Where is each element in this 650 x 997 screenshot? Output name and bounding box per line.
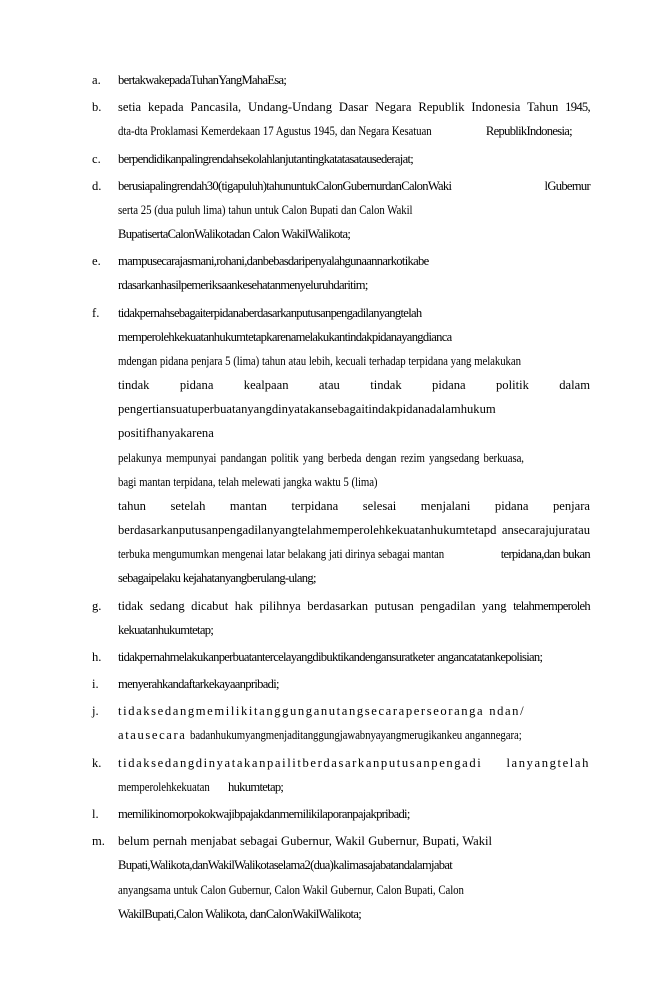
list-item: [92, 301, 590, 591]
text-segment: hukumtetap;: [227, 779, 284, 794]
text-segment: badanhukumyangmenjaditanggungjawabnyayangmerugikankeu angannegara;: [189, 728, 522, 743]
text-segment: tidakpernahmelakukanperbuatantercelayangdibuktikandengansuratketer: [118, 649, 435, 664]
list-item-text: [118, 174, 590, 247]
list-marker: e.: [92, 254, 101, 269]
list-marker: j.: [92, 704, 99, 719]
list-item: [92, 174, 590, 247]
text-segment: serta 25 (dua puluh lima) tahun untuk Calon Bupati dan Calon Wakil: [118, 202, 413, 217]
list-item: [92, 672, 590, 696]
text-segment: mdengan pidana penjara 5 (lima) tahun atau lebih, kecuali terhadap terpidana yang melakukan: [118, 353, 521, 368]
list-item: [92, 829, 590, 926]
text-segment: tahun setelah mantan terpidana selesai menjalani pidana penjara berdasarkanputusanpengadilanyangtelahmemperolehkekuatanhukumtetapd ansecarajujuratau: [118, 498, 590, 538]
text-segment: angancatatankepolisian;: [437, 649, 543, 664]
text-segment: belum pernah menjabat sebagai Gubernur, Wakil Gubernur, Bupati, Wakil: [118, 834, 493, 849]
text-segment: anyangsama untuk Calon Gubernur, Calon Wakil Gubernur, Calon Bupati, Calon: [118, 882, 464, 897]
text-segment: tidaksedangdinyatakanpailitberdasarkanputusanpengadi lanyangtelah: [118, 755, 590, 770]
list-item-text: [118, 147, 590, 171]
list-item: [92, 249, 590, 297]
list-item: [92, 802, 590, 826]
list-marker: m.: [92, 834, 105, 849]
list-item: [92, 147, 590, 171]
list-marker: d.: [92, 178, 102, 193]
list-item: [92, 594, 590, 642]
text-segment: setia kepada Pancasila, Undang-Undang Dasar Negara Republik Indonesia Tahun: [118, 100, 559, 115]
text-segment: 1945,: [565, 100, 590, 115]
text-segment: mampusecarajasmani,rohani,danbebasdaripenyalahgunaannarkotikabe rdasarkanhasilpemeriksaankesehatanmenyeluruhdaritim;: [118, 254, 429, 293]
text-segment: berusiapalingrendah30(tigapuluh)tahununtukCalonGubernurdanCalonWaki lGubernur: [118, 178, 590, 193]
list-item-text: [118, 699, 590, 747]
text-segment: WakilBupati,Calon Walikota, danCalonWakilWalikota;: [118, 906, 362, 921]
list-item-text: [118, 95, 590, 143]
list-item-text: [118, 249, 590, 297]
text-segment: memperolehkekuatan: [118, 779, 210, 794]
list-item-text: [118, 802, 590, 826]
text-segment: BupatisertaCalonWalikotadan Calon WakilWalikota;: [118, 227, 351, 242]
list-item-text: [118, 301, 590, 591]
text-segment: menyerahkandaftarkekayaanpribadi;: [118, 677, 279, 692]
list-item: [92, 699, 590, 747]
list-marker: l.: [92, 806, 99, 821]
list-item-text: [118, 751, 590, 799]
list-item-text: [118, 68, 590, 92]
text-segment: tidaksedangmemilikitanggunganutangsecaraperseoranga ndan/: [118, 704, 526, 719]
text-segment: pelakunya mempunyai pandangan politik yang berbeda dengan rezim yangsedang berkuasa, bagi mantan terpidana, telah melewati jangka waktu 5 (lima): [118, 450, 524, 489]
list-item: [92, 95, 590, 143]
text-segment: terpidana,dan bukan sebagaipelaku kejahatanyangberulang-ulang;: [118, 547, 590, 586]
list-item-text: [118, 645, 590, 669]
requirements-list: [92, 68, 590, 926]
list-marker: i.: [92, 677, 99, 692]
text-segment: terbuka mengumumkan mengenai latar belakang jati dirinya sebagai mantan: [118, 547, 445, 562]
text-segment: tidakpernahsebagaiterpidanaberdasarkanputusanpengadilanyangtelah memperolehkekuatanhukumtetapkarenamelakukantindakpidanayangdianca: [118, 305, 452, 344]
list-marker: g.: [92, 598, 102, 613]
text-segment: RepublikIndonesia;: [485, 124, 572, 139]
list-marker: c.: [92, 151, 101, 166]
list-marker: b.: [92, 100, 102, 115]
list-marker: a.: [92, 73, 101, 87]
text-segment: tindak pidana kealpaan atau tindak pidana politik dalam pengertiansuatuperbuatanyangdinyatakansebagaitindakpidanadalamhukum positifhanyakarena: [118, 378, 590, 441]
list-marker: k.: [92, 755, 102, 770]
list-item-text: [118, 594, 590, 642]
list-item-text: [118, 829, 590, 926]
text-segment: bertakwakepadaTuhanYangMahaEsa;: [118, 73, 287, 87]
list-item: [92, 68, 590, 92]
list-marker: f.: [92, 305, 100, 320]
text-segment: tidak sedang dicabut hak pilihnya berdasarkan putusan pengadilan yang: [118, 598, 507, 613]
list-item-text: [118, 672, 590, 696]
text-segment: Bupati,Walikota,danWakilWalikotaselama2(dua)kalimasajabatandalamjabat: [118, 858, 453, 873]
text-segment: dta-dta Proklamasi Kemerdekaan 17 Agustus 1945, dan Negara Kesatuan: [118, 124, 432, 139]
list-item: [92, 751, 590, 799]
text-segment: berpendidikanpalingrendahsekolahlanjutantingkatatasatausederajat;: [118, 151, 414, 166]
text-segment: memilikinomorpokokwajibpajakdanmemilikilaporanpajakpribadi;: [118, 806, 410, 821]
text-segment: atausecara: [118, 728, 187, 743]
list-item: [92, 645, 590, 669]
list-marker: h.: [92, 649, 102, 664]
text-segment: telahmemperoleh kekuatanhukumtetap;: [118, 598, 590, 637]
